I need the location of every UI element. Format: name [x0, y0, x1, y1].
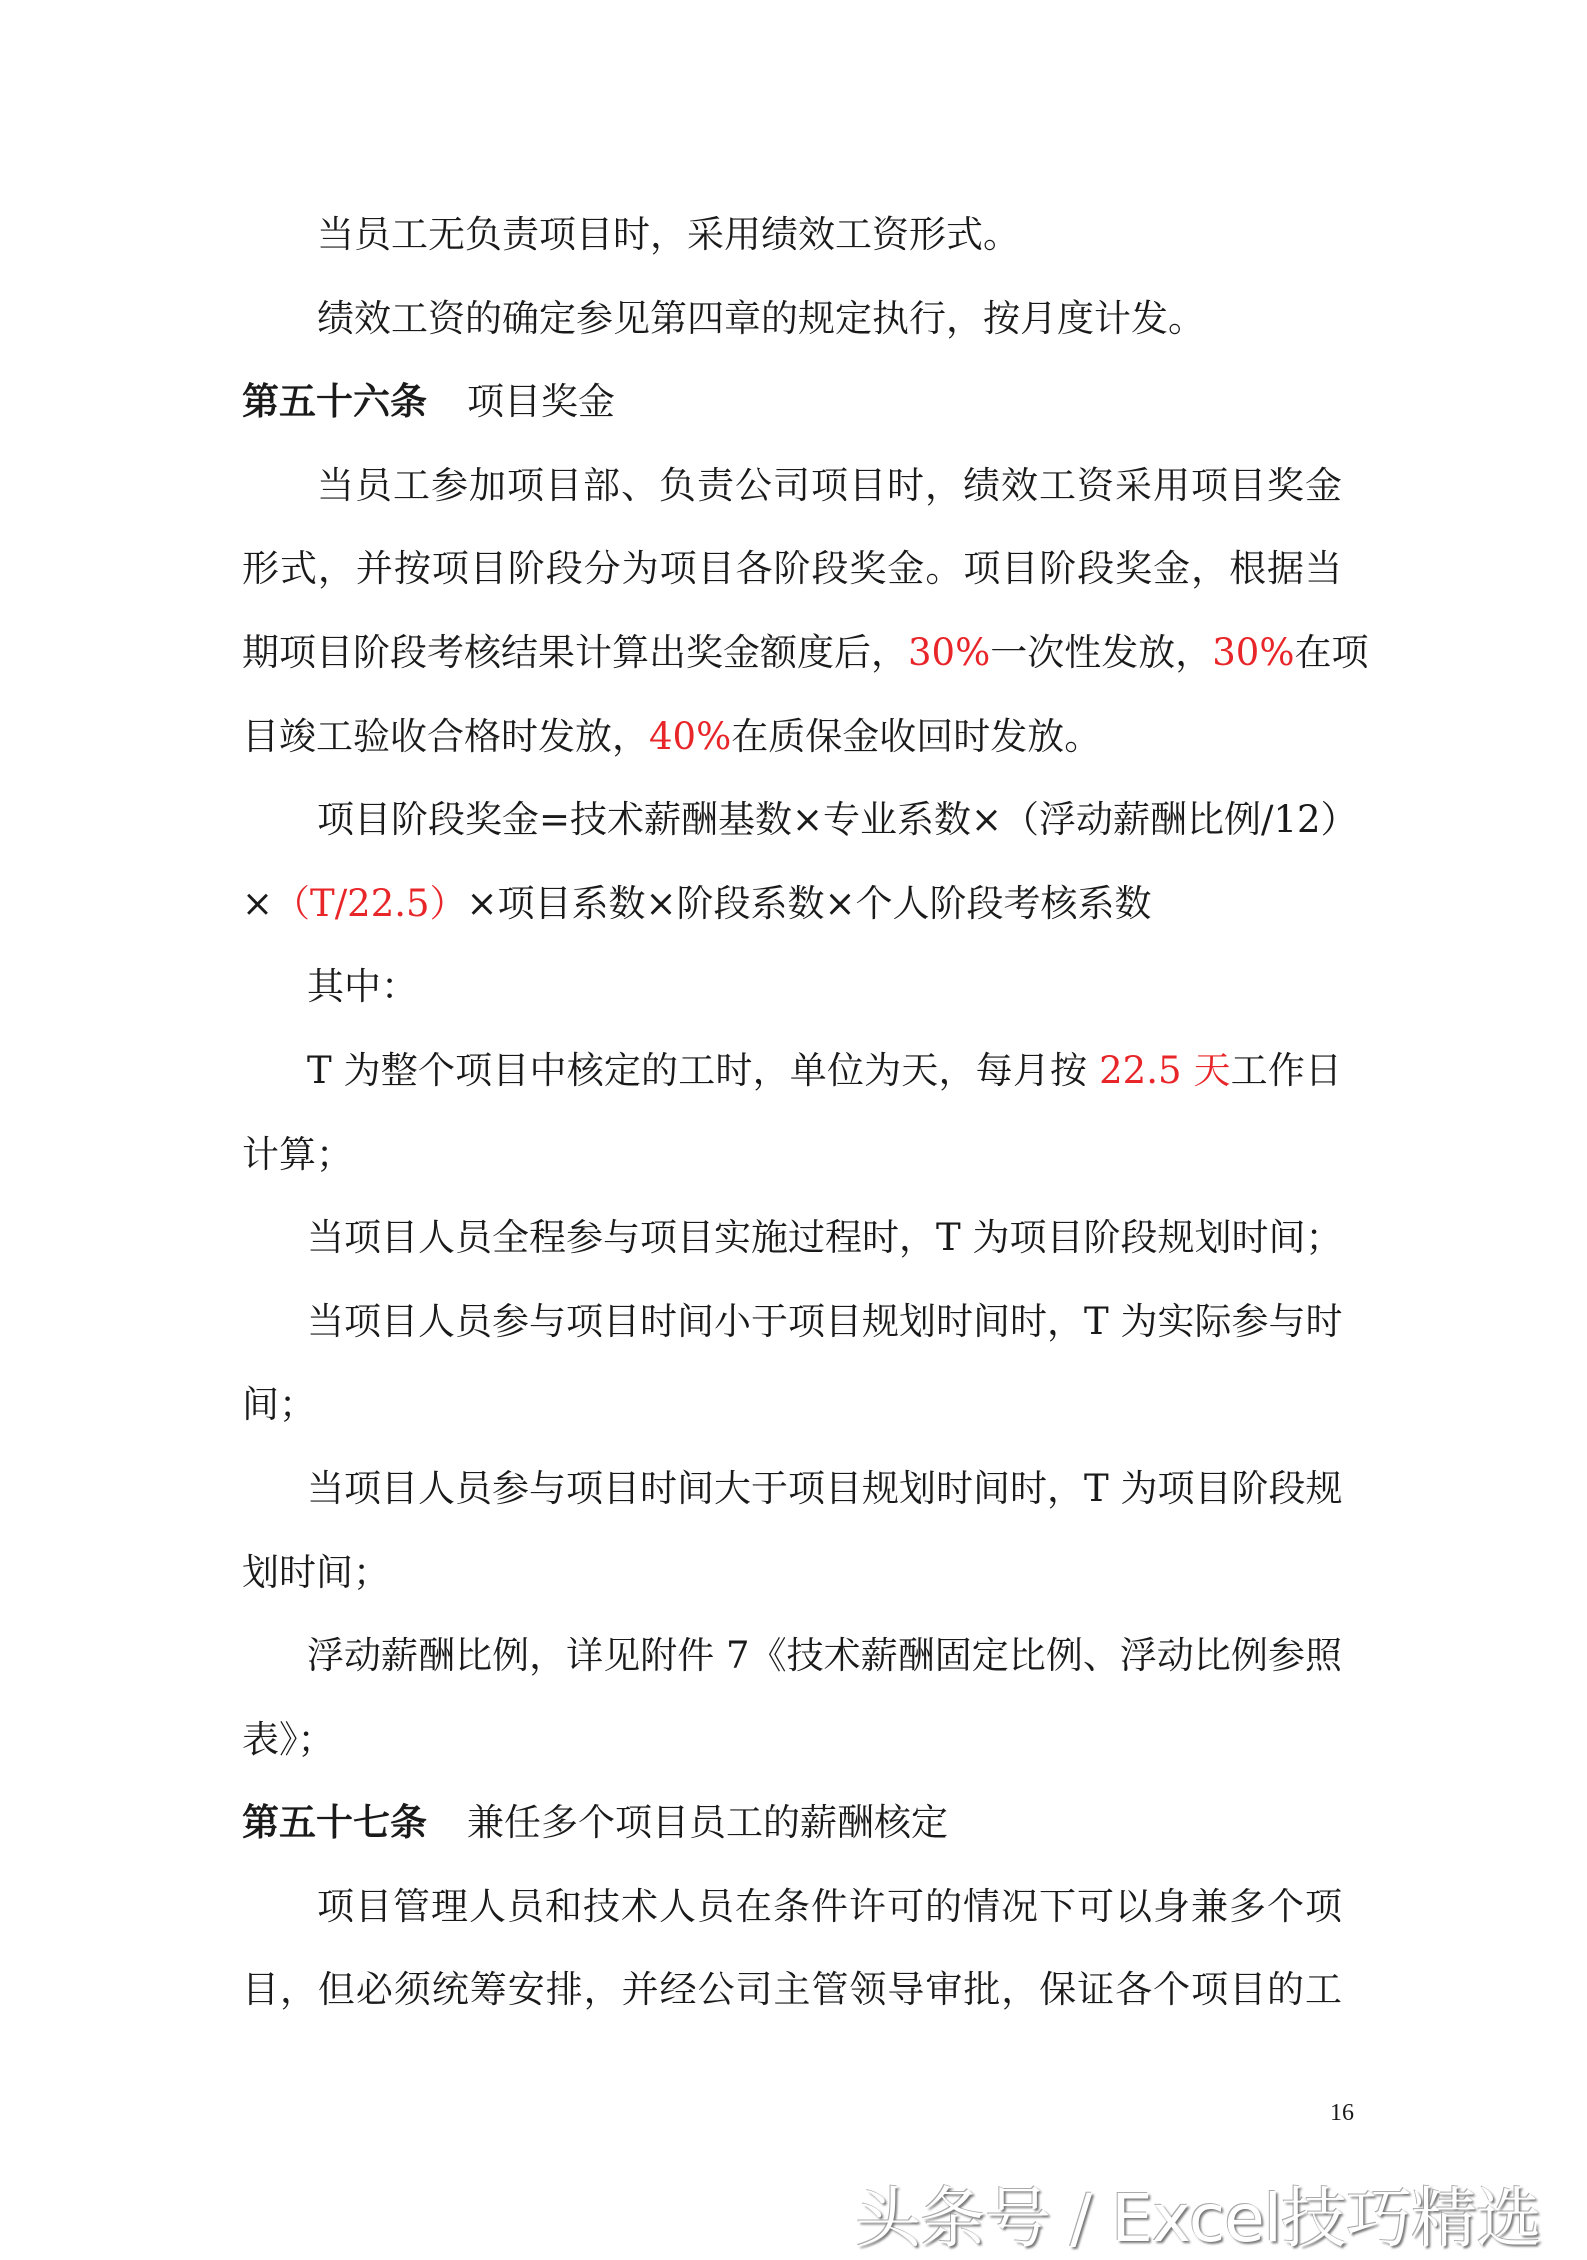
text-segment: 项目奖金 — [467, 380, 615, 424]
text-segment: × — [242, 881, 274, 925]
text-line — [242, 1948, 1342, 2032]
text-line — [242, 1447, 1342, 1531]
text-segment: 工作日 — [1230, 1048, 1343, 1092]
text-line — [242, 945, 1342, 1029]
text-segment: 目竣工验收合格时发放， — [242, 714, 649, 758]
text-segment: 在质保金收回时发放。 — [731, 714, 1102, 758]
text-segment: 绩效工资的确定参见第四章的规定执行，按月度计发。 — [317, 296, 1205, 340]
text-segment: 浮动薪酬比例，详见附件 7《技术薪酬固定比例、浮动比例参照 — [307, 1634, 1342, 1678]
article-heading — [242, 360, 1342, 444]
text-segment: 期项目阶段考核结果计算出奖金额度后， — [242, 630, 908, 674]
text-segment: 当项目人员参与项目时间大于项目规划时间时，T 为项目阶段规 — [307, 1466, 1343, 1510]
text-line — [242, 444, 1342, 528]
article-heading — [242, 1781, 1342, 1865]
highlighted-value: 40% — [649, 714, 732, 758]
text-segment: 形式，并按项目阶段分为项目各阶段奖金。项目阶段奖金，根据当 — [242, 547, 1342, 591]
text-segment: 其中： — [307, 965, 418, 1009]
text-segment: 间； — [242, 1383, 316, 1427]
text-segment: 一次性发放， — [990, 630, 1213, 674]
text-line — [242, 193, 1342, 277]
highlighted-value: （T/22.5） — [273, 881, 467, 925]
text-line — [242, 277, 1342, 361]
text-line — [242, 1280, 1342, 1364]
text-segment: 当项目人员全程参与项目实施过程时，T 为项目阶段规划时间； — [307, 1216, 1343, 1260]
text-segment: T 为整个项目中核定的工时，单位为天，每月按 — [307, 1048, 1100, 1092]
text-segment: 计算； — [242, 1132, 353, 1176]
text-line — [242, 1113, 1342, 1197]
text-line — [242, 611, 1369, 695]
text-line — [242, 1865, 1342, 1949]
text-line — [242, 527, 1342, 611]
text-line — [242, 862, 1342, 946]
text-segment: 表》； — [242, 1717, 335, 1761]
text-line — [242, 1614, 1342, 1698]
highlighted-value: 30% — [1212, 630, 1295, 674]
text-segment: 目，但必须统筹安排，并经公司主管领导审批，保证各个项目的工 — [242, 1968, 1342, 2012]
text-segment: ×项目系数×阶段系数×个人阶段考核系数 — [466, 881, 1152, 925]
text-line — [242, 695, 1342, 779]
article-number: 第五十七条 — [242, 1800, 427, 1845]
text-segment: 兼任多个项目员工的薪酬核定 — [467, 1801, 948, 1845]
document-body — [242, 193, 1369, 2032]
page-number: 16 — [1330, 2100, 1354, 2126]
highlighted-value: 30% — [908, 630, 991, 674]
text-segment: 当项目人员参与项目时间小于项目规划时间时，T 为实际参与时 — [307, 1299, 1343, 1343]
text-line — [242, 1196, 1342, 1280]
article-number: 第五十六条 — [242, 379, 427, 424]
text-line — [242, 1363, 1342, 1447]
text-segment: 划时间； — [242, 1550, 390, 1594]
text-segment: 当员工无负责项目时，采用绩效工资形式。 — [317, 213, 1020, 256]
highlighted-value: 22.5 天 — [1099, 1048, 1231, 1092]
watermark: 头条号 / Excel技巧精选 — [855, 2180, 1542, 2257]
text-segment: 在项 — [1294, 630, 1369, 674]
text-line — [242, 1029, 1342, 1113]
text-line — [242, 1698, 1342, 1782]
text-segment: 项目管理人员和技术人员在条件许可的情况下可以身兼多个项 — [317, 1884, 1342, 1928]
text-line — [242, 778, 1358, 862]
text-segment: 项目阶段奖金=技术薪酬基数×专业系数×（浮动薪酬比例/12） — [317, 798, 1358, 842]
text-line — [242, 1531, 1342, 1615]
text-segment: 当员工参加项目部、负责公司项目时，绩效工资采用项目奖金 — [317, 463, 1342, 507]
